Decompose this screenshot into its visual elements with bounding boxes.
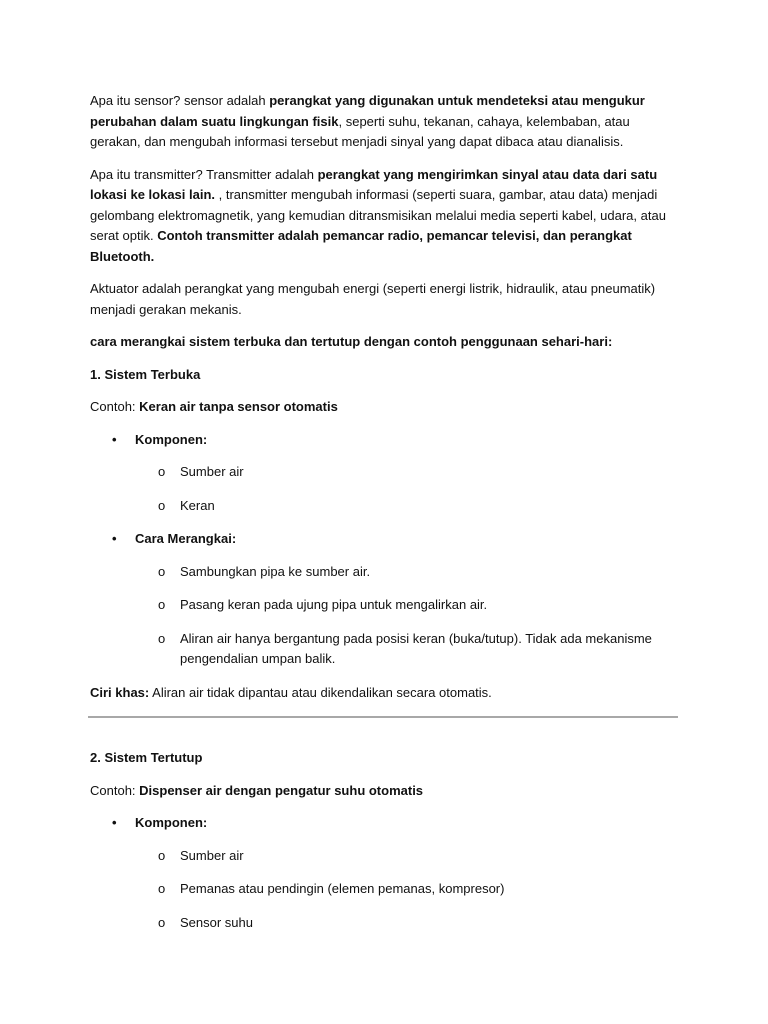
sub-list-item [90,462,682,483]
sub-list-item [90,496,682,517]
paragraph-sensor [90,91,682,153]
section1-example [90,397,682,418]
text-run: , seperti suhu, tekanan, cahaya, kelembaban, atau gerakan, dan mengubah informasi tersebut menjadi sinyal yang dapat dibaca atau dianalisis. [90,113,630,149]
bullet-mark: • [112,431,117,447]
text-run: Apa itu transmitter? Transmitter adalah [90,166,318,182]
sub-bullet-mark: o [158,847,166,863]
text-run: , transmitter mengubah informasi (seperti suara, gambar, atau data) menjadi gelombang elektromagnetik, yang kemudian ditransmisikan melalui media seperti kabel, udara, atau serat optik. [90,187,666,243]
example-value: Keran air tanpa sensor otomatis [139,399,338,414]
example-value: Dispenser air dengan pengatur suhu otomatis [139,782,424,798]
section2-heading: 2. Sistem Tertutup [90,750,203,765]
sub-item-text: Sumber air [180,847,244,863]
sub-bullet-mark: o [158,881,166,896]
text-run: Apa itu sensor? sensor adalah [90,93,270,108]
trait-value: Aliran air tidak dipantau atau dikendalikan secara otomatis. [149,684,492,700]
document-body [90,91,682,946]
sub-item-text: Pemanas atau pendingin (elemen pemanas, kompresor) [180,881,505,896]
sub-bullet-mark: o [158,597,166,612]
section-intro-heading: cara merangkai sistem terbuka dan tertutup dengan contoh penggunaan sehari-hari: [90,334,613,349]
sub-item-text: Sambungkan pipa ke sumber air. [180,563,371,579]
bullet-mark: • [112,531,117,546]
sub-bullet-mark: o [158,464,166,479]
bullet-label: Komponen: [135,815,208,830]
paragraph-transmitter [90,165,682,268]
bold-run: Contoh transmitter adalah pemancar radio, pemancar televisi, dan perangkat Bluetooth. [90,228,632,264]
bold-run: perangkat yang mengirimkan sinyal atau data dari satu lokasi ke lokasi lain. [90,166,658,202]
sub-item-text: Pasang keran pada ujung pipa untuk mengalirkan air. [180,597,488,612]
example-label: Contoh: [90,399,140,414]
sub-list-item [90,913,682,934]
sub-list-item [90,562,682,583]
sub-bullet-mark: o [158,497,166,513]
sub-item-text: Aliran air hanya bergantung pada posisi keran (buka/tutup). Tidak ada mekanisme pengendalian umpan balik. [180,630,652,666]
sub-list-item [90,846,682,867]
sub-list-item [90,629,682,670]
bullet-label: Komponen: [135,431,208,447]
example-label: Contoh: [90,782,140,798]
sub-item-text: Sumber air [180,464,244,479]
sub-bullet-mark: o [158,914,166,930]
section1-assembly-bullet [90,529,682,550]
bullet-mark: • [112,815,117,830]
sub-item-text: Keran [180,497,215,513]
sub-bullet-mark: o [158,563,166,579]
bullet-label: Cara Merangkai: [135,531,237,546]
trait-label: Ciri khas: [90,684,150,700]
horizontal-divider [88,716,678,718]
bold-run: perangkat yang digunakan untuk mendeteksi atau mengukur perubahan dalam suatu lingkungan fisik [90,93,645,129]
sub-list-item [90,595,682,616]
sub-bullet-mark: o [158,630,166,646]
section1-trait [90,683,682,704]
section1-heading: 1. Sistem Terbuka [90,366,201,382]
section1-components-bullet [90,430,682,451]
section2-components-bullet [90,813,682,834]
paragraph-actuator: Aktuator adalah perangkat yang mengubah energi (seperti energi listrik, hidraulik, atau pneumatik) menjadi gerakan mekanis. [90,281,656,317]
sub-list-item [90,879,682,900]
sub-item-text: Sensor suhu [180,914,253,930]
section2-example [90,781,682,802]
